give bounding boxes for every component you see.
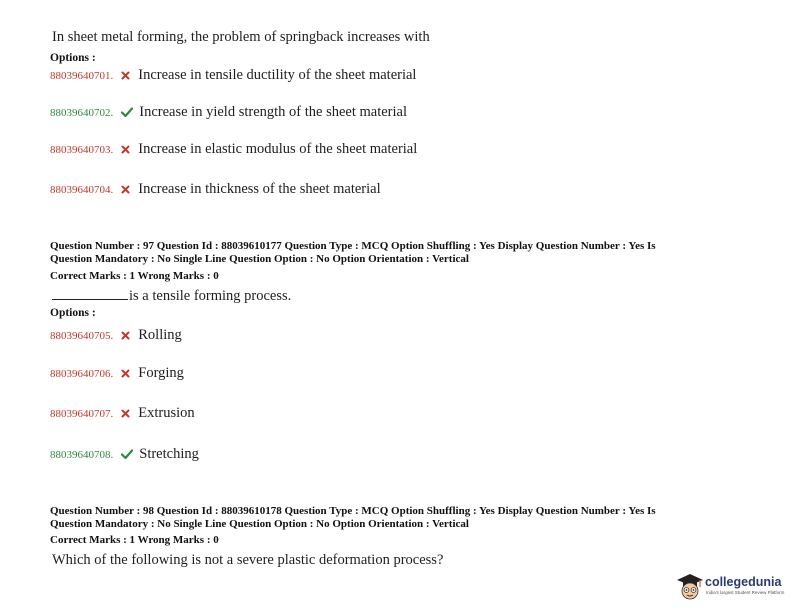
- option-text: Increase in yield strength of the sheet material: [139, 104, 407, 120]
- q97-options-label: Options :: [50, 307, 96, 319]
- check-icon: [121, 449, 133, 459]
- graduate-mascot-icon: [676, 572, 704, 602]
- option-text: Forging: [138, 365, 184, 381]
- option-row: [50, 404, 195, 422]
- q96-question-text: In sheet metal forming, the problem of springback increases with: [52, 29, 430, 45]
- check-icon: [121, 107, 133, 117]
- cross-icon: [121, 185, 130, 194]
- option-text: Increase in thickness of the sheet material: [138, 181, 381, 197]
- option-text: Extrusion: [138, 405, 195, 421]
- q97-question-text: [52, 287, 291, 305]
- collegedunia-logo[interactable]: [676, 572, 788, 604]
- q97-question-body: is a tensile forming process.: [129, 288, 292, 304]
- option-row: [50, 103, 407, 121]
- q98-question-text: Which of the following is not a severe plastic deformation process?: [52, 552, 444, 568]
- option-text: Increase in tensile ductility of the sheet material: [138, 67, 417, 83]
- brand-tagline: India's largest Student Review Platform: [706, 590, 785, 595]
- q98-meta-line2: Question Mandatory : No Single Line Question Option : No Option Orientation : Vertical: [50, 518, 469, 530]
- option-id: 88039640705.: [50, 330, 114, 342]
- cross-icon: [121, 409, 130, 418]
- option-row: [50, 364, 184, 382]
- option-id: 88039640703.: [50, 144, 114, 156]
- option-text: Increase in elastic modulus of the sheet material: [138, 141, 418, 157]
- q97-meta-line2: Question Mandatory : No Single Line Question Option : No Option Orientation : Vertical: [50, 253, 469, 265]
- cross-icon: [121, 331, 130, 340]
- q97-meta-line1: Question Number : 97 Question Id : 88039610177 Question Type : MCQ Option Shuffling : Yes Display Question Number : Yes Is: [50, 240, 656, 252]
- option-text: Stretching: [139, 446, 199, 462]
- option-id: 88039640704.: [50, 184, 114, 196]
- q96-options-label: Options :: [50, 52, 96, 64]
- answer-blank: [52, 287, 128, 300]
- brand-name: collegedunia: [705, 575, 782, 589]
- option-row: [50, 66, 416, 84]
- option-id: 88039640707.: [50, 408, 114, 420]
- option-row: [50, 140, 417, 158]
- option-row: [50, 326, 182, 344]
- option-id: 88039640708.: [50, 449, 114, 461]
- option-row: [50, 445, 199, 463]
- cross-icon: [121, 145, 130, 154]
- q97-marks: Correct Marks : 1 Wrong Marks : 0: [50, 270, 219, 282]
- q98-meta-line1: Question Number : 98 Question Id : 88039610178 Question Type : MCQ Option Shuffling : Yes Display Question Number : Yes Is: [50, 505, 656, 517]
- q98-marks: Correct Marks : 1 Wrong Marks : 0: [50, 534, 219, 546]
- option-id: 88039640701.: [50, 70, 114, 82]
- option-id: 88039640702.: [50, 107, 114, 119]
- cross-icon: [121, 369, 130, 378]
- cross-icon: [121, 71, 130, 80]
- option-text: Rolling: [138, 327, 182, 343]
- option-row: [50, 180, 381, 198]
- option-id: 88039640706.: [50, 368, 114, 380]
